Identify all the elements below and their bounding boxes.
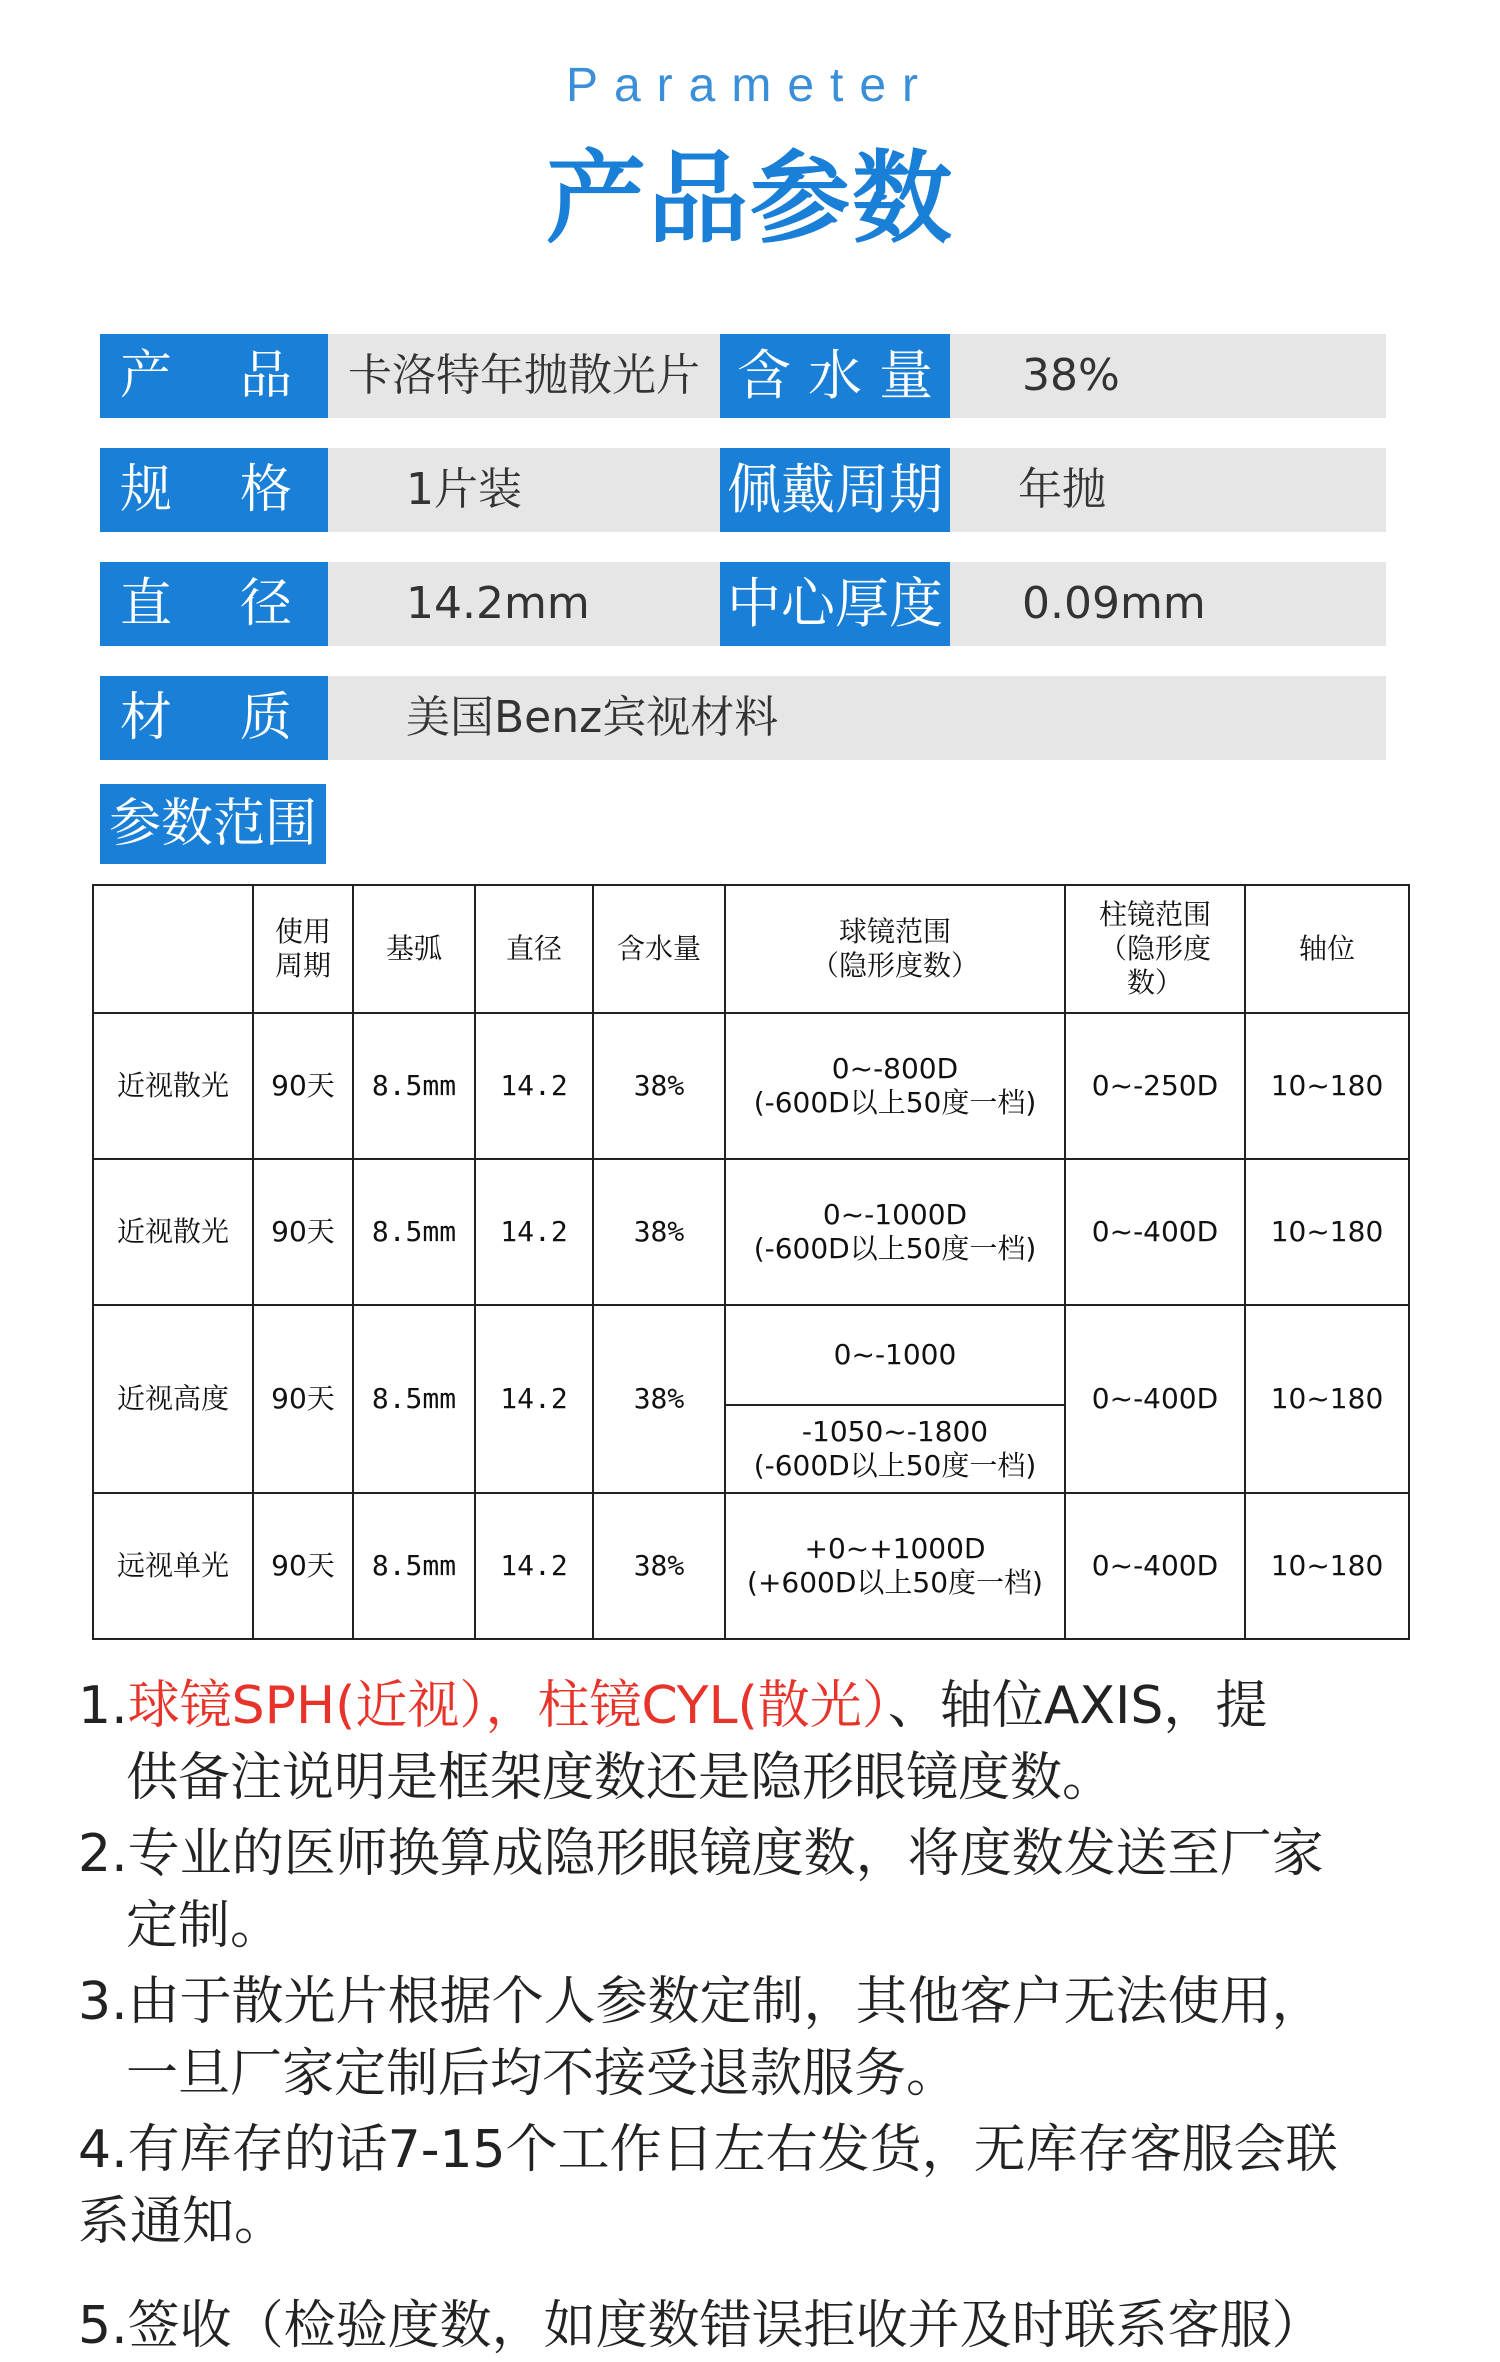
param-row-spec [100, 448, 1386, 532]
th-water: 含水量 [593, 885, 725, 1013]
param-label-material: 材 质 [100, 676, 328, 760]
note-1-cyl: 柱镜CYL(散光） [537, 1676, 888, 1736]
param-value-product: 卡洛特年抛散光片 [348, 350, 700, 401]
note-3: 3.由于散光片根据个人参数定制，其他客户无法使用， 一旦厂家定制后均不接受退款服务。 [78, 1972, 1324, 2104]
param-value-thickness: 0.09mm [1022, 578, 1206, 629]
param-row-product [100, 334, 1386, 418]
param-value-material: 美国Benz宾视材料 [406, 692, 779, 743]
param-label-spec: 规 格 [100, 448, 328, 532]
param-value-cycle: 年抛 [1018, 464, 1106, 515]
th-cycle: 使用 周期 [253, 885, 353, 1013]
param-label-water: 含 水 量 [720, 334, 950, 418]
th-cyl: 柱镜范围 （隐形度 数） [1065, 885, 1245, 1013]
note-5-partial: 5.签收（检验度数，如度数错误拒收并及时联系客服） [78, 2296, 1324, 2356]
note-4: 4.有库存的话7-15个工作日左右发货，无库存客服会联 系通知。 [78, 2120, 1338, 2252]
table-row-sub: -1050~-1800 (-600D以上50度一档) [93, 1405, 1409, 1493]
param-value-spec: 1片装 [406, 464, 522, 515]
notes-list [78, 1670, 1428, 2262]
param-row-material [100, 676, 1386, 760]
param-value-water: 38% [1022, 350, 1120, 401]
note-2: 2.专业的医师换算成隐形眼镜度数，将度数发送至厂家 定制。 [78, 1824, 1324, 1956]
table-row: 远视单光 90天 8.5mm 14.2 38% +0~+1000D (+600D以上50度一档) 0~-400D 10~180 [93, 1493, 1409, 1639]
range-section-tag: 参数范围 [100, 784, 326, 864]
th-axis: 轴位 [1245, 885, 1409, 1013]
table-row: 近视散光 90天 8.5mm 14.2 38% 0~-1000D (-600D以上50度一档) 0~-400D 10~180 [93, 1159, 1409, 1305]
param-row-diameter [100, 562, 1386, 646]
param-value-diameter: 14.2mm [406, 578, 590, 629]
note-1-sph: 球镜SPH(近视） [127, 1676, 486, 1736]
param-label-product: 产 品 [100, 334, 328, 418]
table-row: 近视高度 90天 8.5mm 14.2 38% 0~-1000 0~-400D 10~180 [93, 1305, 1409, 1405]
page-title: 产品参数 [546, 140, 954, 257]
table-row: 近视散光 90天 8.5mm 14.2 38% 0~-800D (-600D以上50度一档) 0~-250D 10~180 [93, 1013, 1409, 1159]
th-sph: 球镜范围 （隐形度数） [725, 885, 1065, 1013]
parameter-range-table [92, 884, 1410, 1640]
param-label-thickness: 中心厚度 [720, 562, 950, 646]
note-1: 1.球镜SPH(近视），柱镜CYL(散光）、轴位AXIS，提 供备注说明是框架度数还是隐形眼镜度数。 [78, 1676, 1268, 1808]
table-header-row [93, 885, 1409, 1013]
param-label-diameter: 直 径 [100, 562, 328, 646]
section-eyebrow: Parameter [565, 59, 935, 112]
th-base-curve: 基弧 [353, 885, 475, 1013]
param-label-cycle: 佩戴周期 [720, 448, 950, 532]
th-diameter: 直径 [475, 885, 593, 1013]
th-blank [93, 885, 253, 1013]
